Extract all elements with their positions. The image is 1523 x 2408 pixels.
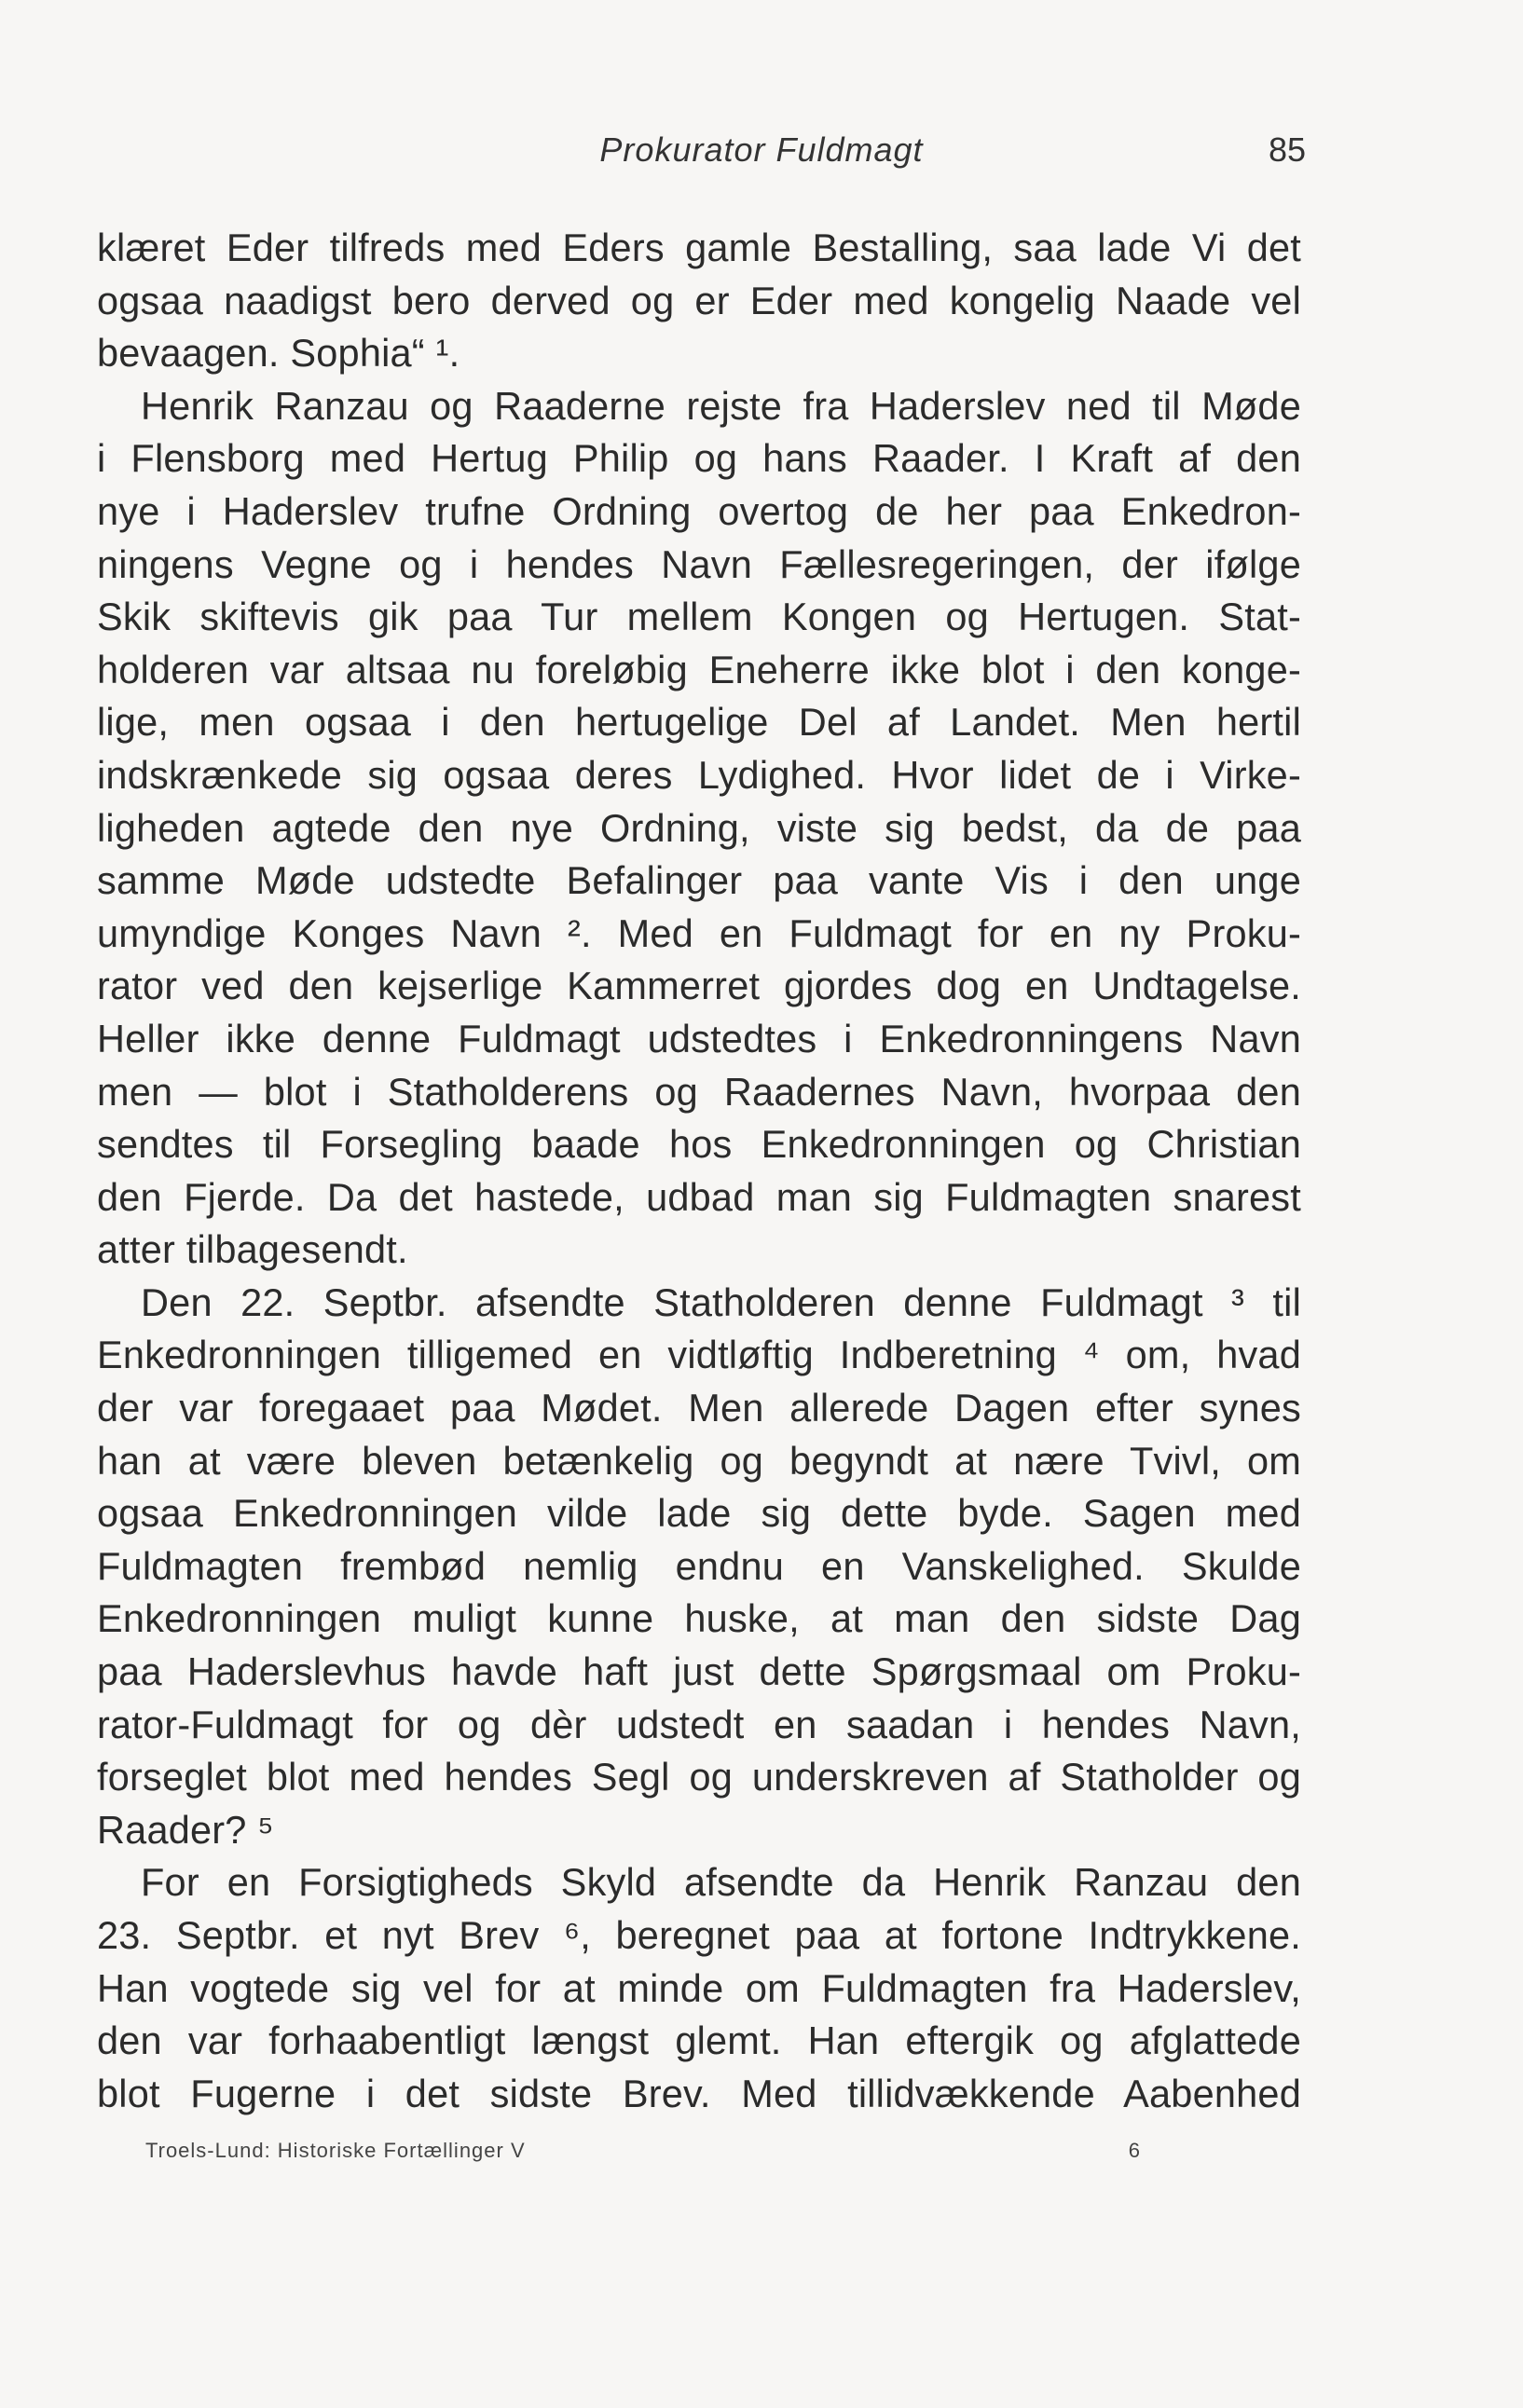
page-number: 85 xyxy=(1268,130,1306,169)
text-line: ogsaa naadigst bero derved og er Eder med kongelig Naade vel xyxy=(97,278,1301,322)
text-line: For en Forsigtigheds Skyld afsendte da Henrik Ranzau den xyxy=(141,1860,1301,1905)
text-line: Enkedronningen muligt kunne huske, at man den sidste Dag xyxy=(97,1596,1301,1641)
text-line: ligheden agtede den nye Ordning, viste sig bedst, da de paa xyxy=(97,805,1301,850)
text-line: Enkedronningen tilligemed en vidtløftig Indberetning ⁴ om, hvad xyxy=(97,1333,1301,1377)
text-line: umyndige Konges Navn ². Med en Fuldmagt for en ny Proku- xyxy=(97,910,1301,955)
text-line: indskrænkede sig ogsaa deres Lydighed. Hvor lidet de i Virke- xyxy=(97,752,1301,797)
text-line: 23. Septbr. et nyt Brev ⁶, beregnet paa at fortone Indtrykkene. xyxy=(97,1913,1301,1957)
text-line: blot Fugerne i det sidste Brev. Med tillidvækkende Aabenhed xyxy=(97,2071,1301,2115)
text-line: Skik skiftevis gik paa Tur mellem Kongen og Hertugen. Stat- xyxy=(97,595,1301,639)
text-line: Henrik Ranzau og Raaderne rejste fra Haderslev ned til Møde xyxy=(141,383,1301,428)
text-line: han at være bleven betænkelig og begyndt at nære Tvivl, om xyxy=(97,1438,1301,1483)
text-line: holderen var altsaa nu foreløbig Eneherre ikke blot i den konge- xyxy=(97,647,1301,691)
text-line: sendtes til Forsegling baade hos Enkedronningen og Christian xyxy=(97,1122,1301,1167)
text-line: rator ved den kejserlige Kammerret gjordes dog en Undtagelse. xyxy=(97,964,1301,1008)
page-header xyxy=(0,130,1523,177)
text-line: lige, men ogsaa i den hertugelige Del af Landet. Men hertil xyxy=(97,700,1301,745)
text-line: ogsaa Enkedronningen vilde lade sig dette byde. Sagen med xyxy=(97,1491,1301,1536)
text-line: klæret Eder tilfreds med Eders gamle Bestalling, saa lade Vi det xyxy=(97,226,1301,269)
text-line: Den 22. Septbr. afsendte Statholderen denne Fuldmagt ³ til xyxy=(141,1279,1301,1324)
text-line: rator-Fuldmagt for og dèr udstedt en saadan i hendes Navn, xyxy=(97,1702,1301,1746)
text-line: forseglet blot med hendes Segl og underskreven af Statholder og xyxy=(97,1755,1301,1799)
text-line: nye i Haderslev trufne Ordning overtog de her paa Enkedron- xyxy=(97,488,1301,533)
text-line: Fuldmagten frembød nemlig endnu en Vanskelighed. Skulde xyxy=(97,1543,1301,1588)
body-text xyxy=(97,222,1301,2120)
text-line: ningens Vegne og i hendes Navn Fællesregeringen, der ifølge xyxy=(97,541,1301,586)
text-line: men — blot i Statholderens og Raadernes Navn, hvorpaa den xyxy=(97,1069,1301,1114)
text-line: Raader? ⁵ xyxy=(97,1807,274,1852)
text-line: samme Møde udstedte Befalinger paa vante Vis i den unge xyxy=(97,858,1301,903)
text-line: bevaagen. Sophia“ ¹. xyxy=(97,331,460,376)
text-line: der var foregaaet paa Mødet. Men allerede Dagen efter synes xyxy=(97,1386,1301,1430)
text-line: den Fjerde. Da det hastede, udbad man sig Fuldmagten snarest xyxy=(97,1174,1301,1219)
text-line: i Flensborg med Hertug Philip og hans Raader. I Kraft af den xyxy=(97,436,1301,481)
page-footer xyxy=(97,2139,1141,2176)
sheet-mark: 6 xyxy=(1128,2139,1141,2162)
text-line: paa Haderslevhus havde haft just dette Spørgsmaal om Proku- xyxy=(97,1649,1301,1694)
running-title: Prokurator Fuldmagt xyxy=(599,130,924,169)
text-line: Han vogtede sig vel for at minde om Fuldmagten fra Haderslev, xyxy=(97,1965,1301,2010)
text-line: den var forhaabentligt længst glemt. Han eftergik og afglattede xyxy=(97,2018,1301,2063)
text-line: atter tilbagesendt. xyxy=(97,1227,408,1272)
printer-signature: Troels-Lund: Historiske Fortællinger V xyxy=(145,2139,526,2162)
text-line: Heller ikke denne Fuldmagt udstedtes i Enkedronningens Navn xyxy=(97,1016,1301,1060)
